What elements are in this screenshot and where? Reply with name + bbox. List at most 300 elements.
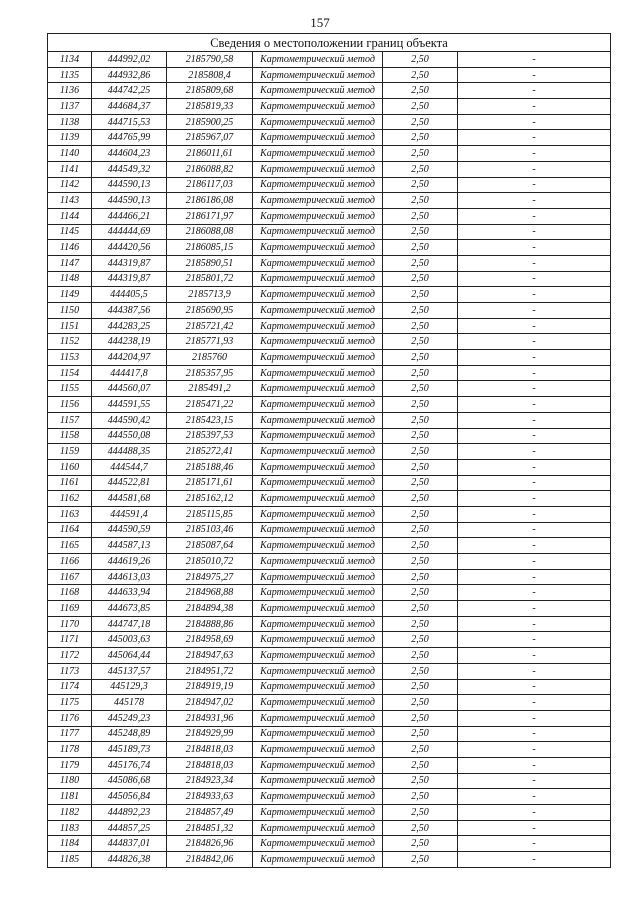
point-number-cell: 1149 <box>48 287 92 303</box>
accuracy-cell: 2,50 <box>383 757 458 773</box>
method-cell: Картометрический метод <box>253 679 383 695</box>
x-coordinate-cell: 445003,63 <box>92 632 167 648</box>
x-coordinate-cell: 444673,85 <box>92 601 167 617</box>
y-coordinate-cell: 2185423,15 <box>167 412 253 428</box>
description-cell: - <box>458 52 611 68</box>
description-cell: - <box>458 208 611 224</box>
y-coordinate-cell: 2185188,46 <box>167 459 253 475</box>
x-coordinate-cell: 444204,97 <box>92 350 167 366</box>
y-coordinate-cell: 2184933,63 <box>167 789 253 805</box>
table-row <box>48 255 611 271</box>
point-number-cell: 1146 <box>48 240 92 256</box>
description-cell: - <box>458 773 611 789</box>
y-coordinate-cell: 2185713,9 <box>167 287 253 303</box>
point-number-cell: 1161 <box>48 475 92 491</box>
accuracy-cell: 2,50 <box>383 836 458 852</box>
table-row <box>48 475 611 491</box>
accuracy-cell: 2,50 <box>383 255 458 271</box>
description-cell: - <box>458 224 611 240</box>
method-cell: Картометрический метод <box>253 318 383 334</box>
table-row <box>48 522 611 538</box>
method-cell: Картометрический метод <box>253 522 383 538</box>
accuracy-cell: 2,50 <box>383 538 458 554</box>
y-coordinate-cell: 2184818,03 <box>167 742 253 758</box>
y-coordinate-cell: 2184931,96 <box>167 710 253 726</box>
x-coordinate-cell: 444560,07 <box>92 381 167 397</box>
x-coordinate-cell: 444837,01 <box>92 836 167 852</box>
x-coordinate-cell: 444444,69 <box>92 224 167 240</box>
method-cell: Картометрический метод <box>253 601 383 617</box>
x-coordinate-cell: 444319,87 <box>92 271 167 287</box>
description-cell: - <box>458 726 611 742</box>
y-coordinate-cell: 2186117,03 <box>167 177 253 193</box>
x-coordinate-cell: 444590,13 <box>92 177 167 193</box>
point-number-cell: 1139 <box>48 130 92 146</box>
description-cell: - <box>458 365 611 381</box>
point-number-cell: 1158 <box>48 428 92 444</box>
x-coordinate-cell: 445189,73 <box>92 742 167 758</box>
method-cell: Картометрический метод <box>253 99 383 115</box>
point-number-cell: 1179 <box>48 757 92 773</box>
point-number-cell: 1165 <box>48 538 92 554</box>
x-coordinate-cell: 444742,25 <box>92 83 167 99</box>
accuracy-cell: 2,50 <box>383 695 458 711</box>
x-coordinate-cell: 444283,25 <box>92 318 167 334</box>
description-cell: - <box>458 287 611 303</box>
x-coordinate-cell: 444387,56 <box>92 303 167 319</box>
method-cell: Картометрический метод <box>253 83 383 99</box>
table-row <box>48 52 611 68</box>
table-row <box>48 67 611 83</box>
accuracy-cell: 2,50 <box>383 287 458 303</box>
method-cell: Картометрический метод <box>253 632 383 648</box>
y-coordinate-cell: 2184975,27 <box>167 569 253 585</box>
method-cell: Картометрический метод <box>253 271 383 287</box>
table-row <box>48 365 611 381</box>
x-coordinate-cell: 444587,13 <box>92 538 167 554</box>
accuracy-cell: 2,50 <box>383 334 458 350</box>
description-cell: - <box>458 114 611 130</box>
method-cell: Картометрический метод <box>253 789 383 805</box>
y-coordinate-cell: 2185760 <box>167 350 253 366</box>
point-number-cell: 1168 <box>48 585 92 601</box>
description-cell: - <box>458 381 611 397</box>
description-cell: - <box>458 255 611 271</box>
table-row <box>48 538 611 554</box>
description-cell: - <box>458 632 611 648</box>
y-coordinate-cell: 2184929,99 <box>167 726 253 742</box>
accuracy-cell: 2,50 <box>383 208 458 224</box>
accuracy-cell: 2,50 <box>383 522 458 538</box>
y-coordinate-cell: 2185103,46 <box>167 522 253 538</box>
point-number-cell: 1148 <box>48 271 92 287</box>
accuracy-cell: 2,50 <box>383 616 458 632</box>
table-row <box>48 83 611 99</box>
x-coordinate-cell: 444715,53 <box>92 114 167 130</box>
table-row <box>48 412 611 428</box>
method-cell: Картометрический метод <box>253 334 383 350</box>
accuracy-cell: 2,50 <box>383 193 458 209</box>
point-number-cell: 1181 <box>48 789 92 805</box>
description-cell: - <box>458 852 611 868</box>
description-cell: - <box>458 601 611 617</box>
x-coordinate-cell: 444238,19 <box>92 334 167 350</box>
description-cell: - <box>458 569 611 585</box>
description-cell: - <box>458 679 611 695</box>
table-row <box>48 428 611 444</box>
description-cell: - <box>458 522 611 538</box>
accuracy-cell: 2,50 <box>383 114 458 130</box>
y-coordinate-cell: 2184958,69 <box>167 632 253 648</box>
x-coordinate-cell: 444544,7 <box>92 459 167 475</box>
table-row <box>48 397 611 413</box>
description-cell: - <box>458 318 611 334</box>
x-coordinate-cell: 444892,23 <box>92 805 167 821</box>
method-cell: Картометрический метод <box>253 114 383 130</box>
table-row <box>48 491 611 507</box>
method-cell: Картометрический метод <box>253 303 383 319</box>
method-cell: Картометрический метод <box>253 726 383 742</box>
x-coordinate-cell: 444857,25 <box>92 820 167 836</box>
table-row <box>48 648 611 664</box>
point-number-cell: 1182 <box>48 805 92 821</box>
accuracy-cell: 2,50 <box>383 601 458 617</box>
x-coordinate-cell: 445129,3 <box>92 679 167 695</box>
method-cell: Картометрический метод <box>253 710 383 726</box>
point-number-cell: 1141 <box>48 161 92 177</box>
y-coordinate-cell: 2186011,61 <box>167 146 253 162</box>
x-coordinate-cell: 444992,02 <box>92 52 167 68</box>
method-cell: Картометрический метод <box>253 538 383 554</box>
description-cell: - <box>458 130 611 146</box>
y-coordinate-cell: 2185272,41 <box>167 444 253 460</box>
point-number-cell: 1143 <box>48 193 92 209</box>
accuracy-cell: 2,50 <box>383 663 458 679</box>
accuracy-cell: 2,50 <box>383 224 458 240</box>
accuracy-cell: 2,50 <box>383 318 458 334</box>
point-number-cell: 1173 <box>48 663 92 679</box>
table-row <box>48 146 611 162</box>
point-number-cell: 1170 <box>48 616 92 632</box>
x-coordinate-cell: 444488,35 <box>92 444 167 460</box>
description-cell: - <box>458 554 611 570</box>
description-cell: - <box>458 99 611 115</box>
table-title: Сведения о местоположении границ объекта <box>48 34 611 52</box>
x-coordinate-cell: 444826,38 <box>92 852 167 868</box>
accuracy-cell: 2,50 <box>383 67 458 83</box>
point-number-cell: 1177 <box>48 726 92 742</box>
point-number-cell: 1144 <box>48 208 92 224</box>
method-cell: Картометрический метод <box>253 491 383 507</box>
accuracy-cell: 2,50 <box>383 381 458 397</box>
method-cell: Картометрический метод <box>253 161 383 177</box>
table-row <box>48 177 611 193</box>
y-coordinate-cell: 2185967,07 <box>167 130 253 146</box>
point-number-cell: 1164 <box>48 522 92 538</box>
accuracy-cell: 2,50 <box>383 130 458 146</box>
description-cell: - <box>458 538 611 554</box>
table-row <box>48 836 611 852</box>
table-row <box>48 99 611 115</box>
table-row <box>48 554 611 570</box>
point-number-cell: 1162 <box>48 491 92 507</box>
description-cell: - <box>458 83 611 99</box>
page-number: 157 <box>310 15 330 30</box>
y-coordinate-cell: 2185890,51 <box>167 255 253 271</box>
description-cell: - <box>458 585 611 601</box>
y-coordinate-cell: 2185010,72 <box>167 554 253 570</box>
method-cell: Картометрический метод <box>253 663 383 679</box>
point-number-cell: 1156 <box>48 397 92 413</box>
method-cell: Картометрический метод <box>253 208 383 224</box>
point-number-cell: 1140 <box>48 146 92 162</box>
method-cell: Картометрический метод <box>253 585 383 601</box>
x-coordinate-cell: 444405,5 <box>92 287 167 303</box>
x-coordinate-cell: 445248,89 <box>92 726 167 742</box>
description-cell: - <box>458 177 611 193</box>
method-cell: Картометрический метод <box>253 616 383 632</box>
point-number-cell: 1178 <box>48 742 92 758</box>
description-cell: - <box>458 789 611 805</box>
point-number-cell: 1174 <box>48 679 92 695</box>
table-row <box>48 852 611 868</box>
x-coordinate-cell: 444522,81 <box>92 475 167 491</box>
y-coordinate-cell: 2185721,42 <box>167 318 253 334</box>
y-coordinate-cell: 2185900,25 <box>167 114 253 130</box>
x-coordinate-cell: 444550,08 <box>92 428 167 444</box>
point-number-cell: 1151 <box>48 318 92 334</box>
accuracy-cell: 2,50 <box>383 805 458 821</box>
table-header-row <box>48 34 611 52</box>
method-cell: Картометрический метод <box>253 381 383 397</box>
point-number-cell: 1160 <box>48 459 92 475</box>
y-coordinate-cell: 2184894,38 <box>167 601 253 617</box>
accuracy-cell: 2,50 <box>383 632 458 648</box>
y-coordinate-cell: 2185171,61 <box>167 475 253 491</box>
description-cell: - <box>458 836 611 852</box>
description-cell: - <box>458 350 611 366</box>
description-cell: - <box>458 397 611 413</box>
x-coordinate-cell: 444420,56 <box>92 240 167 256</box>
x-coordinate-cell: 444613,03 <box>92 569 167 585</box>
accuracy-cell: 2,50 <box>383 506 458 522</box>
table-row <box>48 208 611 224</box>
accuracy-cell: 2,50 <box>383 365 458 381</box>
point-number-cell: 1176 <box>48 710 92 726</box>
accuracy-cell: 2,50 <box>383 240 458 256</box>
description-cell: - <box>458 805 611 821</box>
x-coordinate-cell: 444684,37 <box>92 99 167 115</box>
description-cell: - <box>458 67 611 83</box>
accuracy-cell: 2,50 <box>383 491 458 507</box>
method-cell: Картометрический метод <box>253 52 383 68</box>
method-cell: Картометрический метод <box>253 805 383 821</box>
table-row <box>48 679 611 695</box>
y-coordinate-cell: 2184923,34 <box>167 773 253 789</box>
x-coordinate-cell: 445176,74 <box>92 757 167 773</box>
x-coordinate-cell: 444619,26 <box>92 554 167 570</box>
x-coordinate-cell: 444590,59 <box>92 522 167 538</box>
y-coordinate-cell: 2184818,03 <box>167 757 253 773</box>
y-coordinate-cell: 2184857,49 <box>167 805 253 821</box>
accuracy-cell: 2,50 <box>383 412 458 428</box>
x-coordinate-cell: 444932,86 <box>92 67 167 83</box>
point-number-cell: 1185 <box>48 852 92 868</box>
method-cell: Картометрический метод <box>253 287 383 303</box>
table-row <box>48 663 611 679</box>
point-number-cell: 1180 <box>48 773 92 789</box>
method-cell: Картометрический метод <box>253 569 383 585</box>
table-row <box>48 334 611 350</box>
x-coordinate-cell: 444417,8 <box>92 365 167 381</box>
table-row <box>48 710 611 726</box>
point-number-cell: 1163 <box>48 506 92 522</box>
point-number-cell: 1175 <box>48 695 92 711</box>
method-cell: Картометрический метод <box>253 742 383 758</box>
description-cell: - <box>458 820 611 836</box>
accuracy-cell: 2,50 <box>383 459 458 475</box>
y-coordinate-cell: 2185357,95 <box>167 365 253 381</box>
table-row <box>48 350 611 366</box>
method-cell: Картометрический метод <box>253 240 383 256</box>
table-row <box>48 726 611 742</box>
description-cell: - <box>458 193 611 209</box>
accuracy-cell: 2,50 <box>383 303 458 319</box>
accuracy-cell: 2,50 <box>383 726 458 742</box>
x-coordinate-cell: 444747,18 <box>92 616 167 632</box>
table-row <box>48 789 611 805</box>
accuracy-cell: 2,50 <box>383 820 458 836</box>
accuracy-cell: 2,50 <box>383 554 458 570</box>
accuracy-cell: 2,50 <box>383 444 458 460</box>
point-number-cell: 1155 <box>48 381 92 397</box>
table-row <box>48 161 611 177</box>
x-coordinate-cell: 445249,23 <box>92 710 167 726</box>
y-coordinate-cell: 2185808,4 <box>167 67 253 83</box>
x-coordinate-cell: 445064,44 <box>92 648 167 664</box>
accuracy-cell: 2,50 <box>383 428 458 444</box>
table-row <box>48 601 611 617</box>
point-number-cell: 1166 <box>48 554 92 570</box>
description-cell: - <box>458 146 611 162</box>
description-cell: - <box>458 491 611 507</box>
table-row <box>48 757 611 773</box>
y-coordinate-cell: 2186088,82 <box>167 161 253 177</box>
point-number-cell: 1171 <box>48 632 92 648</box>
boundary-coordinates-table <box>47 33 611 868</box>
y-coordinate-cell: 2185162,12 <box>167 491 253 507</box>
method-cell: Картометрический метод <box>253 695 383 711</box>
description-cell: - <box>458 303 611 319</box>
y-coordinate-cell: 2186186,08 <box>167 193 253 209</box>
table-row <box>48 303 611 319</box>
point-number-cell: 1138 <box>48 114 92 130</box>
method-cell: Картометрический метод <box>253 459 383 475</box>
point-number-cell: 1167 <box>48 569 92 585</box>
accuracy-cell: 2,50 <box>383 83 458 99</box>
description-cell: - <box>458 444 611 460</box>
y-coordinate-cell: 2185819,33 <box>167 99 253 115</box>
accuracy-cell: 2,50 <box>383 475 458 491</box>
point-number-cell: 1172 <box>48 648 92 664</box>
table-row <box>48 569 611 585</box>
method-cell: Картометрический метод <box>253 820 383 836</box>
method-cell: Картометрический метод <box>253 397 383 413</box>
y-coordinate-cell: 2185491,2 <box>167 381 253 397</box>
y-coordinate-cell: 2184947,63 <box>167 648 253 664</box>
accuracy-cell: 2,50 <box>383 146 458 162</box>
x-coordinate-cell: 444590,13 <box>92 193 167 209</box>
accuracy-cell: 2,50 <box>383 271 458 287</box>
y-coordinate-cell: 2185115,85 <box>167 506 253 522</box>
accuracy-cell: 2,50 <box>383 773 458 789</box>
method-cell: Картометрический метод <box>253 146 383 162</box>
x-coordinate-cell: 444591,4 <box>92 506 167 522</box>
table-row <box>48 287 611 303</box>
accuracy-cell: 2,50 <box>383 569 458 585</box>
method-cell: Картометрический метод <box>253 130 383 146</box>
x-coordinate-cell: 444466,21 <box>92 208 167 224</box>
x-coordinate-cell: 444319,87 <box>92 255 167 271</box>
point-number-cell: 1157 <box>48 412 92 428</box>
point-number-cell: 1135 <box>48 67 92 83</box>
method-cell: Картометрический метод <box>253 224 383 240</box>
y-coordinate-cell: 2184951,72 <box>167 663 253 679</box>
x-coordinate-cell: 445086,68 <box>92 773 167 789</box>
point-number-cell: 1154 <box>48 365 92 381</box>
method-cell: Картометрический метод <box>253 428 383 444</box>
description-cell: - <box>458 757 611 773</box>
point-number-cell: 1153 <box>48 350 92 366</box>
y-coordinate-cell: 2185690,95 <box>167 303 253 319</box>
y-coordinate-cell: 2185471,22 <box>167 397 253 413</box>
table-row <box>48 805 611 821</box>
x-coordinate-cell: 444765,99 <box>92 130 167 146</box>
table-row <box>48 271 611 287</box>
accuracy-cell: 2,50 <box>383 852 458 868</box>
point-number-cell: 1134 <box>48 52 92 68</box>
y-coordinate-cell: 2185801,72 <box>167 271 253 287</box>
description-cell: - <box>458 506 611 522</box>
point-number-cell: 1147 <box>48 255 92 271</box>
y-coordinate-cell: 2184826,96 <box>167 836 253 852</box>
x-coordinate-cell: 444581,68 <box>92 491 167 507</box>
x-coordinate-cell: 444590,42 <box>92 412 167 428</box>
accuracy-cell: 2,50 <box>383 161 458 177</box>
accuracy-cell: 2,50 <box>383 177 458 193</box>
table-row <box>48 224 611 240</box>
description-cell: - <box>458 648 611 664</box>
table-row <box>48 459 611 475</box>
y-coordinate-cell: 2185790,58 <box>167 52 253 68</box>
table-row <box>48 820 611 836</box>
method-cell: Картометрический метод <box>253 506 383 522</box>
x-coordinate-cell: 445137,57 <box>92 663 167 679</box>
y-coordinate-cell: 2186171,97 <box>167 208 253 224</box>
description-cell: - <box>458 475 611 491</box>
accuracy-cell: 2,50 <box>383 679 458 695</box>
accuracy-cell: 2,50 <box>383 789 458 805</box>
y-coordinate-cell: 2185771,93 <box>167 334 253 350</box>
method-cell: Картометрический метод <box>253 365 383 381</box>
x-coordinate-cell: 445056,84 <box>92 789 167 805</box>
method-cell: Картометрический метод <box>253 444 383 460</box>
point-number-cell: 1142 <box>48 177 92 193</box>
point-number-cell: 1145 <box>48 224 92 240</box>
description-cell: - <box>458 161 611 177</box>
accuracy-cell: 2,50 <box>383 710 458 726</box>
point-number-cell: 1159 <box>48 444 92 460</box>
